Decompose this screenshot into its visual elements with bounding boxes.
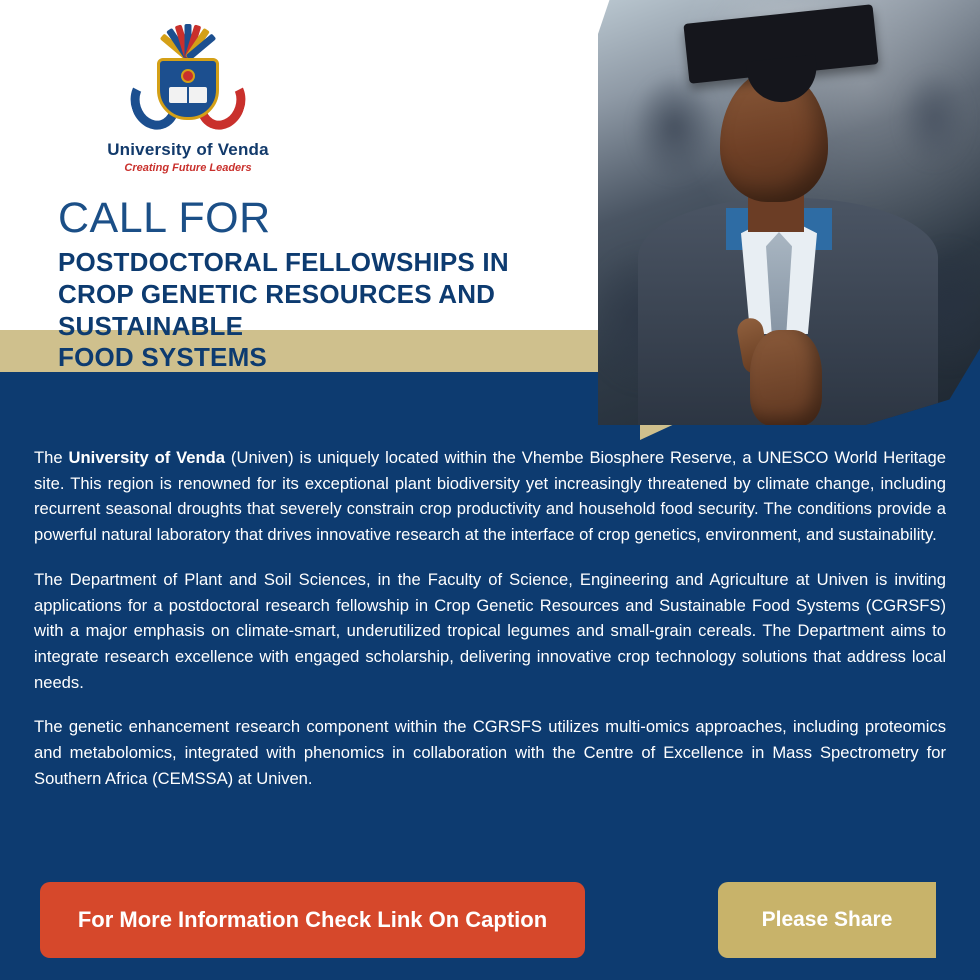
paragraph-1-post: (Univen) is uniquely located within the Vhembe Biosphere Reserve, a UNESCO World Heritage site. This region is renowned for its exceptional plant biodiversity yet increasingly threatened by climate change, including recurrent seasonal droughts that severely constrain crop productivity and household food security. The conditions provide a powerful natural laboratory that drives innovative research at the interface of crop genetics, environment, and sustainability. [34,448,946,545]
university-tagline: Creating Future Leaders [124,162,252,174]
university-logo [68,24,308,174]
more-information-button[interactable]: For More Information Check Link On Caption [40,882,585,958]
paragraph-3: The genetic enhancement research component within the CGRSFS utilizes multi-omics approaches, including proteomics and metabolomics, integrated with phenomics in collaboration with the Centre of Excellence in Mass Spectrometry for Southern Africa (CEMSSA) at Univen. [34,717,946,788]
headline-block [58,196,678,374]
headline-title [58,247,678,374]
paragraph-1 [34,445,946,548]
raised-hand [750,330,822,425]
univen-crest-icon [129,24,247,134]
university-name: University of Venda [107,140,269,159]
headline-title-line1: POSTDOCTORAL FELLOWSHIPS IN [58,247,509,278]
please-share-button[interactable]: Please Share [718,882,936,958]
headline-title-line2: CROP GENETIC RESOURCES AND SUSTAINABLE [58,278,496,341]
paragraph-2: The Department of Plant and Soil Sciences, in the Faculty of Science, Engineering and Agriculture at Univen is inviting applications for a postdoctoral research fellowship in Crop Genetic Resources and Sustainable Food Systems (CGRSFS) with a major emphasis on climate-smart, underutilized tropical legumes and small-grain cereals. The Department aims to integrate research excellence with engaged scholarship, delivering innovative crop technology solutions that address local needs. [34,569,946,692]
headline-title-line3: FOOD SYSTEMS [58,342,267,373]
action-row [0,882,980,980]
paragraph-1-pre: The [34,448,69,467]
headline-eyebrow: CALL FOR [58,194,271,242]
paragraph-1-bold: University of Venda [68,448,226,467]
body-copy [34,445,946,792]
